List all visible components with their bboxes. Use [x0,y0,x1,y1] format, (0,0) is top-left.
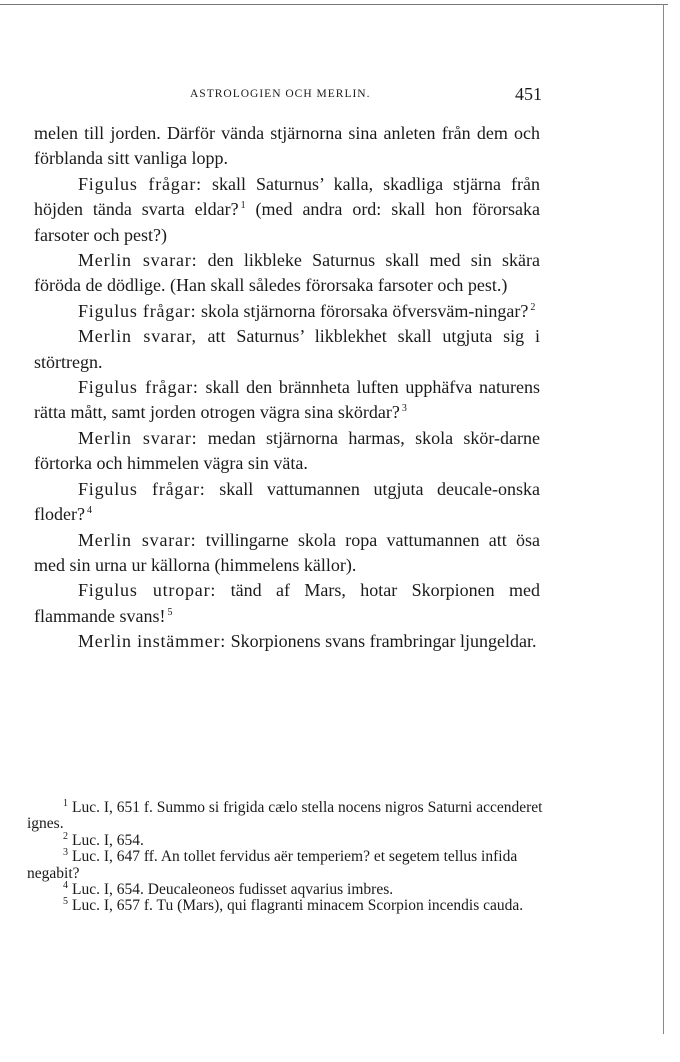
footnote-ref: 2 [530,301,536,313]
footnote-ref: 1 [240,200,246,212]
footnote-ref: 5 [167,606,173,618]
paragraph: melen till jorden. Därför vända stjärnorna sina anleten från dem och förblanda sitt vanliga lopp. [34,123,540,169]
footnote: $^3$ Luc. I, 647 ff. An tollet fervidus aër temperiem? et segetem tellus infida negabit? [27,847,518,882]
footnote: $^5$ Luc. I, 657 f. Tu (Mars), qui flagranti minacem Scorpion incendis cauda. [63,896,524,915]
paragraph: Merlin instämmer: Skorpionens svans frambringar ljungeldar. [78,631,537,652]
paragraph: Figulus frågar: skall den brännheta luften upphäfva naturens rätta mått, samt jorden otrogen vägra sina skördar? $^3$ [34,377,540,423]
running-title: ASTROLOGIEN OCH MERLIN. [190,88,371,100]
speaker-label: Merlin svarar: [78,427,198,448]
speaker-label: Merlin svarar: [78,250,198,271]
paragraph: Merlin svarar, att Saturnus’ likblekhet skall utgjuta sig i störtregn. [34,326,540,372]
footnote: $^1$ Luc. I, 651 f. Summo si frigida cælo stella nocens nigros Saturni accenderet ignes. [27,798,543,833]
body-text [34,121,540,655]
footnote-number: 4 [63,880,68,892]
speaker-label: Figulus frågar: [78,377,199,398]
speaker-label: Merlin svarar: [78,529,197,550]
speaker-label: Figulus frågar: [78,300,197,321]
footnote-number: 5 [63,896,68,908]
footnote-ref: 4 [86,505,92,517]
paragraph: Figulus utropar: tänd af Mars, hotar Skorpionen med flammande svans! $^5$ [34,580,541,626]
footnotes [27,800,547,915]
paragraph: Merlin svarar: medan stjärnorna harmas, skola skör-darne förtorka och himmelen vägra sin väta. [34,427,540,474]
footnote-number: 2 [63,830,68,842]
paragraph: Figulus frågar: skall Saturnus’ kalla, skadliga stjärna från höjden tända svarta eldar? $^1$ (med andra ord: skall hon förorsaka farsoter och pest?) [34,173,541,245]
right-page-edge [663,4,664,1034]
footnote-number: 3 [63,847,68,859]
speaker-label: Merlin instämmer: [78,631,227,652]
footnote-number: 1 [63,798,68,809]
speaker-label: Figulus utropar: [78,580,217,601]
paragraph: Figulus frågar: skall vattumannen utgjuta deucale-onska floder? $^4$ [34,478,541,525]
speaker-label: Merlin svarar, [78,326,197,347]
paragraph: Merlin svarar: tvillingarne skola ropa vattumannen att ösa med sin urna ur källorna (himmelens källor). [34,529,540,575]
footnote: $^2$ Luc. I, 654. [63,830,144,849]
footnote: $^4$ Luc. I, 654. Deucaleoneos fudisset aqvarius imbres. [63,880,394,899]
paragraph: Merlin svarar: den likbleke Saturnus skall med sin skära föröda de dödlige. (Han skall således förorsaka farsoter och pest.) [34,250,540,296]
page-number: 451 [515,84,542,104]
footnote-ref: 3 [401,403,407,415]
speaker-label: Figulus frågar: [78,173,202,194]
paragraph: Figulus frågar: skola stjärnorna förorsaka öfversväm-ningar? $^2$ [78,300,536,321]
top-border-line [0,4,668,5]
speaker-label: Figulus frågar: [78,478,206,499]
page-header [30,84,542,108]
